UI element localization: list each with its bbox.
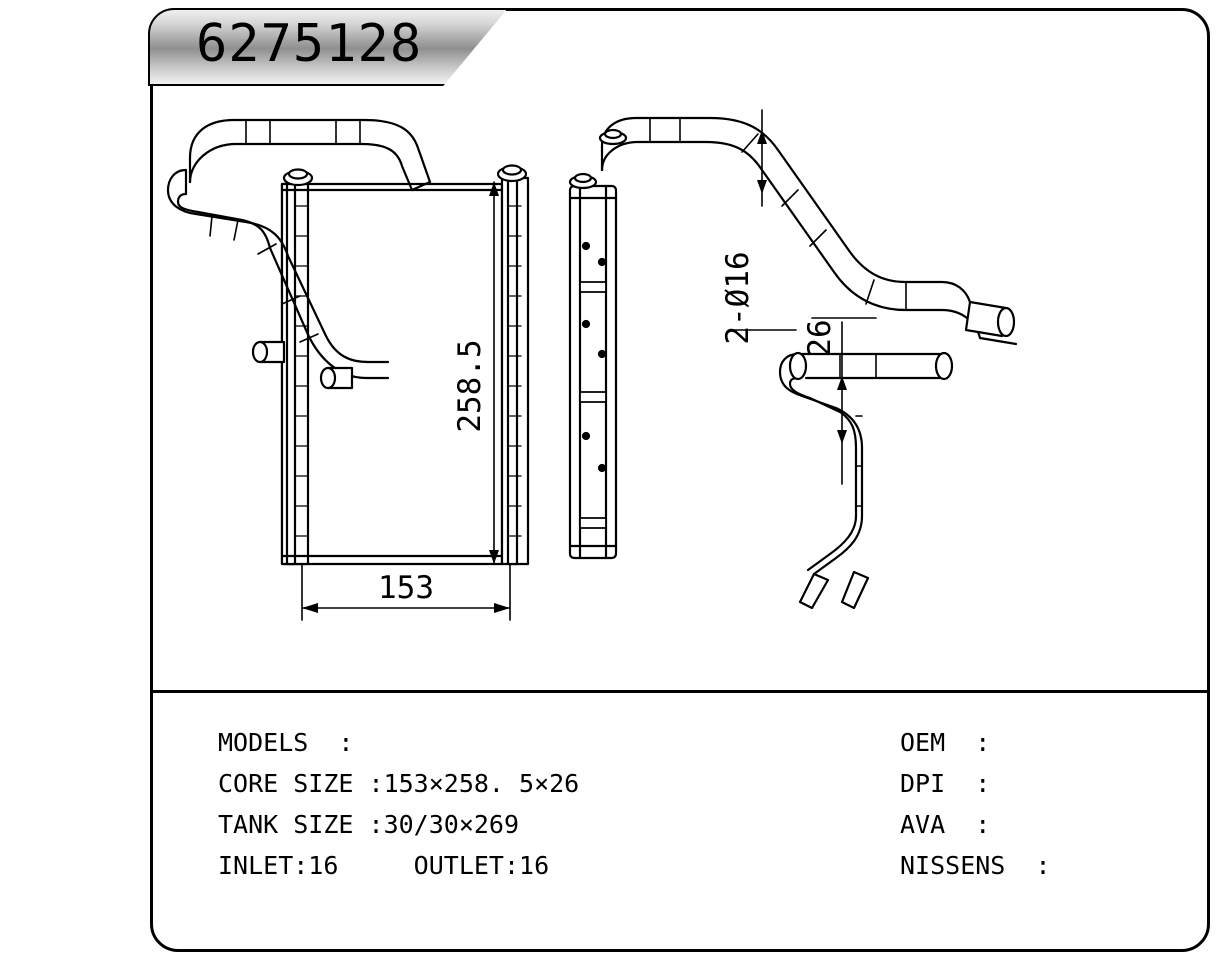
dimension-label-width: 153 xyxy=(378,570,434,606)
core-size-row: CORE SIZE :153×258. 5×26 xyxy=(218,769,580,798)
ava-row: AVA : xyxy=(900,810,991,839)
info-separator xyxy=(152,690,1208,693)
inlet-outlet-row: INLET:16 OUTLET:16 xyxy=(218,851,550,880)
nissens-row: NISSENS : xyxy=(900,851,1051,880)
dimension-label-height: 258.5 xyxy=(452,339,488,433)
models-row: MODELS : xyxy=(218,728,354,757)
technical-drawing xyxy=(150,86,1210,686)
tank-size-row: TANK SIZE :30/30×269 xyxy=(218,810,520,839)
dimension-label-hole: 2-Ø16 xyxy=(720,251,756,345)
part-number-title: 6275128 xyxy=(196,14,423,74)
spec-info-right xyxy=(900,722,1051,886)
dimension-label-depth: 26 xyxy=(802,319,838,357)
oem-row: OEM : xyxy=(900,728,991,757)
spec-info-left xyxy=(218,722,579,886)
dpi-row: DPI : xyxy=(900,769,991,798)
